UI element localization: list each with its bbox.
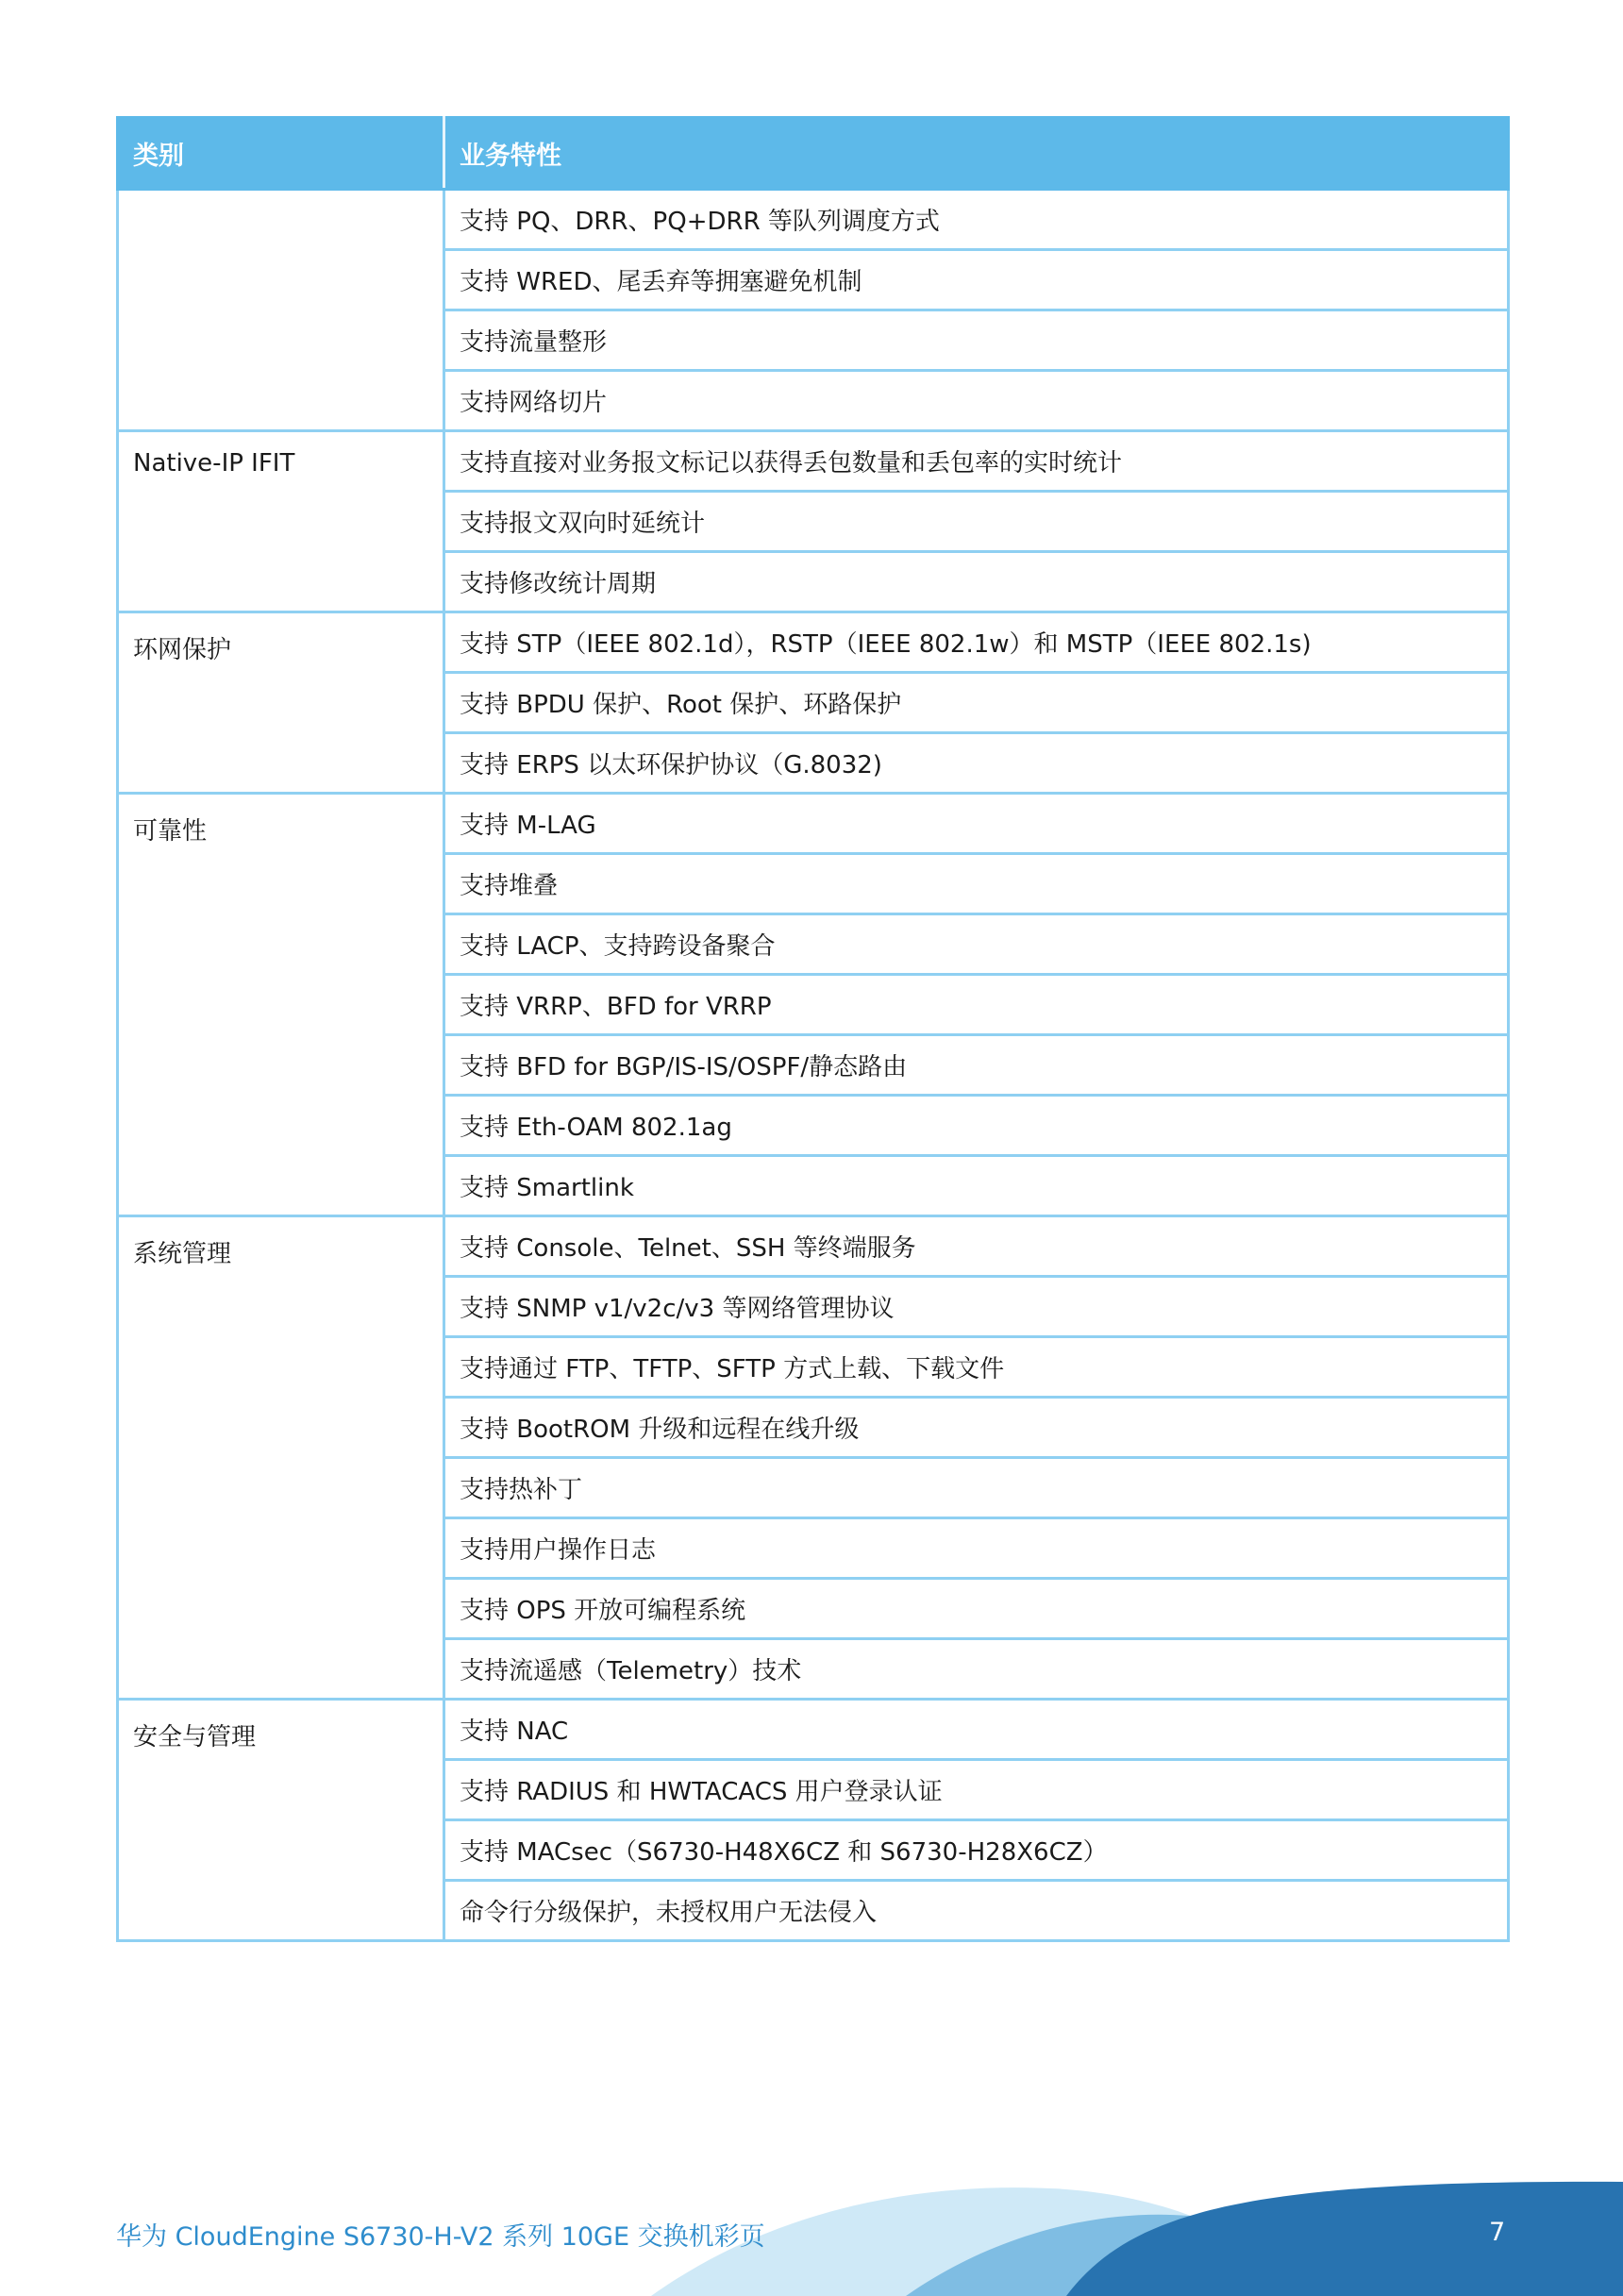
feature-cell: 支持 PQ、DRR、PQ+DRR 等队列调度方式 bbox=[444, 190, 1509, 250]
feature-cell: 支持热补丁 bbox=[444, 1458, 1509, 1518]
feature-cell: 支持 Console、Telnet、SSH 等终端服务 bbox=[444, 1216, 1509, 1277]
table-header-row bbox=[118, 118, 1509, 190]
category-cell: 安全与管理 bbox=[118, 1700, 444, 1941]
category-cell: Native-IP IFIT bbox=[118, 431, 444, 612]
table-row bbox=[118, 612, 1509, 673]
footer-title: 华为 CloudEngine S6730-H-V2 系列 10GE 交换机彩页 bbox=[116, 2222, 765, 2252]
table-row bbox=[118, 431, 1509, 492]
feature-cell: 支持直接对业务报文标记以获得丢包数量和丢包率的实时统计 bbox=[444, 431, 1509, 492]
feature-cell: 支持 OPS 开放可编程系统 bbox=[444, 1579, 1509, 1639]
wave-dark bbox=[1066, 2182, 1623, 2296]
feature-cell: 支持用户操作日志 bbox=[444, 1518, 1509, 1579]
feature-cell: 支持流遥感（Telemetry）技术 bbox=[444, 1639, 1509, 1700]
feature-cell: 支持 NAC bbox=[444, 1700, 1509, 1760]
feature-cell: 支持网络切片 bbox=[444, 371, 1509, 431]
page-number: 7 bbox=[1489, 2218, 1506, 2247]
feature-cell: 支持 ERPS 以太环保护协议（G.8032) bbox=[444, 733, 1509, 794]
table-row bbox=[118, 1216, 1509, 1277]
feature-cell: 支持修改统计周期 bbox=[444, 552, 1509, 612]
table-row bbox=[118, 1700, 1509, 1760]
feature-cell: 支持 STP（IEEE 802.1d），RSTP（IEEE 802.1w）和 MSTP（IEEE 802.1s) bbox=[444, 612, 1509, 673]
table-body bbox=[118, 190, 1509, 1941]
category-cell: 环网保护 bbox=[118, 612, 444, 794]
feature-cell: 支持堆叠 bbox=[444, 854, 1509, 914]
feature-cell: 命令行分级保护，未授权用户无法侵入 bbox=[444, 1881, 1509, 1941]
feature-cell: 支持 Smartlink bbox=[444, 1156, 1509, 1216]
feature-cell: 支持 SNMP v1/v2c/v3 等网络管理协议 bbox=[444, 1277, 1509, 1337]
header-feature: 业务特性 bbox=[444, 118, 1509, 190]
feature-cell: 支持流量整形 bbox=[444, 310, 1509, 371]
feature-cell: 支持 BootROM 升级和远程在线升级 bbox=[444, 1398, 1509, 1458]
category-cell: 系统管理 bbox=[118, 1216, 444, 1700]
feature-cell: 支持 VRRP、BFD for VRRP bbox=[444, 975, 1509, 1035]
feature-cell: 支持 WRED、尾丢弃等拥塞避免机制 bbox=[444, 250, 1509, 310]
table-row bbox=[118, 190, 1509, 250]
feature-cell: 支持 RADIUS 和 HWTACACS 用户登录认证 bbox=[444, 1760, 1509, 1820]
feature-cell: 支持 Eth-OAM 802.1ag bbox=[444, 1096, 1509, 1156]
feature-cell: 支持通过 FTP、TFTP、SFTP 方式上载、下载文件 bbox=[444, 1337, 1509, 1398]
header-category: 类别 bbox=[118, 118, 444, 190]
feature-cell: 支持 M-LAG bbox=[444, 794, 1509, 854]
category-cell: 可靠性 bbox=[118, 794, 444, 1216]
feature-cell: 支持 MACsec（S6730-H48X6CZ 和 S6730-H28X6CZ） bbox=[444, 1820, 1509, 1881]
category-cell bbox=[118, 190, 444, 431]
feature-cell: 支持 BFD for BGP/IS-IS/OSPF/静态路由 bbox=[444, 1035, 1509, 1096]
feature-cell: 支持 BPDU 保护、Root 保护、环路保护 bbox=[444, 673, 1509, 733]
feature-cell: 支持报文双向时延统计 bbox=[444, 492, 1509, 552]
table-row bbox=[118, 794, 1509, 854]
feature-cell: 支持 LACP、支持跨设备聚合 bbox=[444, 914, 1509, 975]
spec-table bbox=[116, 116, 1510, 1942]
